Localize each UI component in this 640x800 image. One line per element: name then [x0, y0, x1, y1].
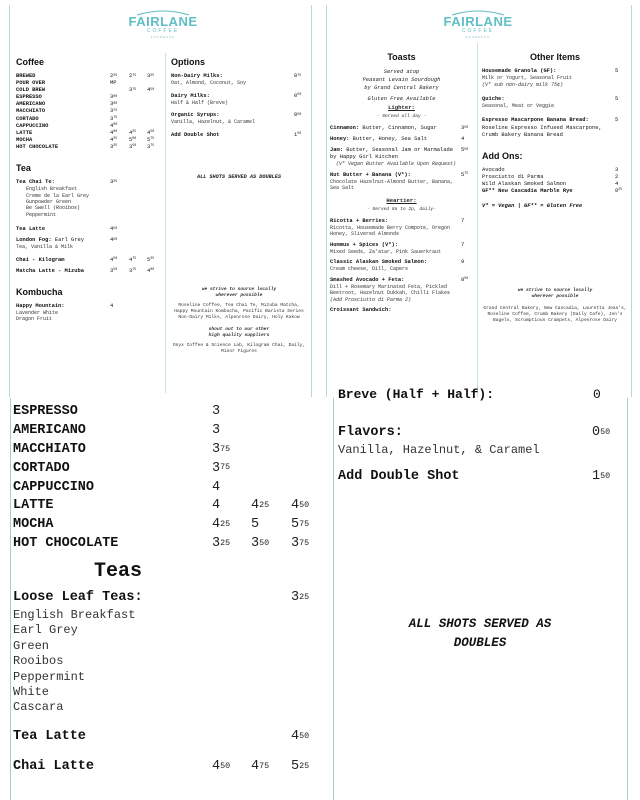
- zoomed-options: [338, 387, 622, 800]
- coffee-item: [16, 80, 162, 87]
- source-list: Roseline Coffee, Tea Chai Te, Mizuba Matcha, Happy Mountain Kombucha, Pacific Barista Series Non-Dairy Milks, Alpenrose Dairy, Holy Kakow: [174, 302, 304, 320]
- logo-tagline: COFFEE: [146, 28, 180, 34]
- item-desc: Milk or Yogurt, Seasonal Fruit: [482, 75, 573, 82]
- item-name: Happy Mountain:: [16, 302, 65, 309]
- other-items-section: [482, 52, 628, 324]
- heartier-note: - Served 8a to 2p, daily-: [367, 206, 436, 212]
- item-desc: Mixed Seeds, Za'atar, Pink Sauerkraut: [330, 248, 442, 255]
- item-name: BREWED: [16, 73, 36, 79]
- item-price-medium: $3^{50}$: [251, 536, 270, 552]
- item-price-small: 4: [212, 479, 221, 495]
- item-name: Espresso Mascarpone Banana Bread:: [482, 117, 589, 124]
- item-desc: Dill + Rosemary Marinated Feta, Pickled Beetroot, Hazelnut Dukkah, Chilli Flakes: [330, 283, 451, 297]
- item-price: $3^{25}$: [110, 179, 118, 186]
- item-name: Classic Alaskan Smoked Salmon:: [330, 259, 428, 266]
- item-desc: Chocolate Hazelnut-Almond Butter, Banana, Sea Salt: [330, 178, 454, 192]
- item-name: MACCHIATO: [13, 441, 86, 457]
- item-name: London Fog:: [16, 237, 52, 244]
- lighter-heading: Lighter:: [388, 104, 415, 111]
- item-price-medium: $3^{75}$: [129, 267, 137, 274]
- toast-jam: [330, 147, 473, 161]
- toasts-section: [330, 52, 473, 314]
- item-name: Add Double Shot: [338, 469, 460, 485]
- item-name: ESPRESSO: [13, 404, 78, 419]
- chai-kilogram-item: [16, 257, 162, 264]
- logo-tagline: COFFEE: [461, 28, 495, 34]
- item-name: MACCHIATO: [16, 108, 46, 115]
- zoom-left-border: [10, 398, 11, 800]
- column-divider: [477, 43, 478, 397]
- item-price: $5^{75}$: [461, 171, 469, 178]
- zoom-coffee-item: [13, 403, 331, 422]
- item-name: HOT CHOCOLATE: [16, 143, 59, 150]
- source-list: Grand Central Bakery, New Cascadia, Lauretta Jean's, Roseline Coffee, Crumb Bakery (Daily Cafe), Jen's Bagels, Scrumptious Crumpets, Alpenrose Dairy: [483, 306, 627, 324]
- shout-line-2: high quality suppliers: [208, 332, 270, 338]
- item-name: Chai Latte: [13, 758, 95, 774]
- item-vegan-note: (V* sub non-dairy milk 75¢): [482, 81, 564, 88]
- toast-croissant: Croissant Sandwich:: [330, 306, 392, 313]
- item-price: $0^{50}$: [592, 425, 611, 440]
- source-line-2: wherever possible: [531, 294, 579, 300]
- item-name: Matcha Latte - Mizuba: [16, 267, 84, 274]
- item-price: $4^{50}$: [110, 237, 118, 244]
- item-price-small: $4^{50}$: [110, 256, 118, 263]
- london-fog-desc: Tea, Vanilla & Milk: [16, 244, 74, 251]
- item-price-large: $4^{00}$: [147, 267, 155, 274]
- option-name: Organic Syrups:: [171, 112, 220, 118]
- item-price: $3^{50}$: [461, 125, 469, 131]
- item-name: GF** New Cascadia Marble Rye: [482, 187, 573, 194]
- zoom-chai-latte-item: [13, 758, 331, 777]
- item-price-small: $3^{50}$: [110, 267, 118, 274]
- tea-latte-item: [16, 226, 162, 233]
- option-name: Add Double Shot: [171, 131, 220, 138]
- doubles-line-2: DOUBLES: [453, 636, 507, 651]
- item-name: CORTADO: [16, 115, 39, 122]
- item-price-large: $4^{50}$: [147, 129, 155, 136]
- item-name: Loose Leaf Teas:: [13, 590, 143, 606]
- item-price-medium: $5^{00}$: [129, 136, 137, 143]
- item-price-medium: $4^{25}$: [129, 129, 137, 136]
- item-price: 4: [461, 136, 465, 143]
- coffee-list: [16, 73, 162, 151]
- tea-variety: Peppermint: [26, 211, 57, 218]
- double-shot-option: [171, 132, 307, 139]
- zoom-tea-variety: Earl Grey: [13, 623, 78, 638]
- item-price-large: $5^{25}$: [147, 256, 155, 263]
- coffee-item: [16, 94, 162, 101]
- item-price-small: $3^{25}$: [212, 536, 231, 552]
- item-price-small: $3^{75}$: [212, 441, 231, 457]
- item-price-small: $4^{25}$: [110, 136, 118, 143]
- kombucha-heading: Kombucha: [16, 286, 63, 297]
- shout-out-note: [171, 327, 307, 339]
- toasts-intro: by Grand Central Bakery: [364, 85, 439, 91]
- heartier-heading: Heartier:: [386, 196, 417, 204]
- tea-chai-list: [16, 186, 162, 218]
- coffee-item: [16, 137, 162, 144]
- item-price-large: $5^{75}$: [147, 136, 155, 143]
- item-name: Smashed Avocado + Feta:: [330, 276, 405, 283]
- item-price-small: $3^{75}$: [212, 460, 231, 476]
- item-addon-note: (Add Prosciutto di Parma 2): [330, 296, 412, 303]
- item-price: 4: [615, 180, 619, 187]
- item-price-small: $3^{75}$: [110, 115, 118, 122]
- item-name: ESPRESSO: [16, 94, 42, 101]
- item-price: 9: [461, 259, 465, 266]
- item-desc: Butter, Seasonal Jam or Marmalade by Happy Girl Kitchen: [330, 147, 453, 161]
- option-price: $0^{50}$: [294, 112, 302, 118]
- coffee-item: [16, 73, 162, 80]
- item-name: LATTE: [16, 129, 33, 136]
- add-on-item: [482, 188, 628, 195]
- source-line-1: we strive to source locally: [517, 288, 593, 294]
- granola-item: [482, 68, 628, 75]
- item-price-small: 3: [212, 404, 221, 419]
- coffee-item: [16, 116, 162, 123]
- coffee-item: [16, 123, 162, 130]
- zoom-tea-variety: White: [13, 685, 50, 700]
- item-name: AMERICANO: [16, 101, 46, 108]
- source-line-1: we strive to source locally: [201, 286, 277, 292]
- item-name: Tea Latte: [13, 728, 86, 744]
- zoom-coffee-item: [13, 479, 331, 498]
- item-name: Ricotta + Berries:: [330, 217, 389, 224]
- matcha-latte-item: [16, 268, 162, 275]
- option-price: $0^{75}$: [294, 73, 302, 79]
- add-ons-heading: Add Ons:: [482, 150, 523, 161]
- logo-subline: ESPRESSO: [150, 35, 176, 39]
- item-price-small: $3^{75}$: [110, 108, 118, 115]
- item-price-medium: $3^{75}$: [129, 87, 137, 94]
- item-price: 5: [615, 117, 619, 124]
- item-price-large: $5^{25}$: [291, 758, 310, 774]
- fairlane-logo: [128, 9, 198, 39]
- item-price-small: MP: [110, 80, 117, 87]
- suppliers-list: Onyx Coffee & Science Lab, Kilogram Chai, Daily, Minor Figures: [172, 342, 306, 354]
- item-price-large: $4^{50}$: [147, 87, 155, 94]
- item-price-large: $4^{50}$: [291, 498, 310, 514]
- coffee-item: [16, 130, 162, 137]
- zoom-tea-variety: Rooibos: [13, 654, 64, 669]
- zoom-coffee-item: [13, 516, 331, 535]
- tea-variety: English Breakfast: [26, 186, 78, 193]
- item-price-medium: $4^{75}$: [129, 256, 137, 263]
- menu-page-left: [9, 5, 312, 397]
- doubles-line-1: ALL SHOTS SERVED AS: [408, 617, 552, 632]
- other-items-heading: Other Items: [529, 52, 580, 62]
- zoom-coffee-item: [13, 535, 331, 554]
- add-on-item: [482, 174, 628, 181]
- item-price-medium: $2^{75}$: [129, 73, 137, 79]
- item-name: Tea Latte: [16, 226, 46, 233]
- item-price-medium: 5: [251, 517, 260, 533]
- item-price-large: $3^{25}$: [147, 73, 155, 79]
- zoom-coffee-list: [13, 403, 331, 554]
- item-price-large: $3^{75}$: [147, 143, 155, 150]
- item-name: Flavors:: [338, 425, 403, 440]
- zoom-coffee-item: [13, 460, 331, 479]
- toasts-intro: Served atop: [383, 69, 420, 75]
- menu-page-right: [326, 5, 632, 397]
- kombucha-flavor: Lavender White: [16, 310, 59, 317]
- diet-legend: V* = Vegan | GF** = Gluten Free: [482, 203, 583, 210]
- toast-hummus: [330, 242, 473, 249]
- coffee-heading: Coffee: [16, 57, 45, 67]
- item-name: Quiche:: [482, 95, 505, 102]
- option-price: $0^{50}$: [294, 92, 302, 99]
- item-price: 4: [110, 302, 114, 309]
- item-name: CAPPUCCINO: [13, 479, 95, 495]
- coffee-item: [16, 108, 162, 115]
- zoom-tea-latte-item: [13, 728, 331, 747]
- tea-variety: Be Swell (Rooibos): [26, 205, 81, 212]
- item-desc: Ricotta, Housemade Berry Compote, Oregon Honey, Slivered Almonds: [330, 224, 451, 238]
- add-on-item: [482, 181, 628, 188]
- item-price-small: $4^{00}$: [110, 122, 118, 129]
- item-name: POUR OVER: [16, 80, 46, 87]
- toast-nut-butter: [330, 172, 473, 179]
- source-note: [482, 288, 628, 300]
- toasts-heading: Toasts: [387, 52, 416, 62]
- item-name: Wild Alaskan Smoked Salmon: [482, 180, 567, 187]
- item-name: Avocado: [482, 166, 505, 173]
- item-name: Nut Butter + Banana (V*):: [330, 171, 411, 178]
- zoom-loose-leaf-list: [13, 608, 331, 716]
- item-price: $4^{50}$: [110, 226, 118, 233]
- column-divider: [165, 53, 166, 393]
- item-price-small: 3: [212, 422, 221, 438]
- zoom-teas-heading: Teas: [93, 560, 142, 584]
- kombucha-item: [16, 303, 162, 310]
- toast-salmon: [330, 259, 473, 266]
- item-name: CORTADO: [13, 460, 70, 476]
- vegan-note: (V* Vegan Butter Available Upon Request): [336, 161, 457, 168]
- toast-ricotta: [330, 218, 473, 225]
- item-desc: Butter, Cinnamon, Sugar: [362, 125, 437, 131]
- london-fog-item: [16, 237, 162, 244]
- zoom-coffee-item: [13, 422, 331, 441]
- item-name: AMERICANO: [13, 422, 86, 438]
- add-on-item: [482, 167, 628, 174]
- option-name: Dairy Milks:: [171, 92, 210, 99]
- kombucha-flavor: Dragon Fruit: [16, 316, 53, 323]
- coffee-item: [16, 101, 162, 108]
- item-price-small: $3^{25}$: [110, 143, 118, 150]
- item-price: 7: [461, 217, 465, 224]
- option-price: $1^{50}$: [294, 131, 302, 138]
- item-price-small: $4^{25}$: [212, 517, 231, 533]
- item-price: 3: [615, 166, 619, 173]
- item-name: HOT CHOCOLATE: [13, 536, 119, 552]
- banana-bread-item: [482, 117, 628, 138]
- gluten-free-note: Gluten Free Available: [367, 96, 436, 102]
- item-price: 0: [593, 387, 601, 402]
- kombucha-flavors: [16, 310, 162, 323]
- fairlane-logo: [443, 9, 513, 39]
- item-price-medium: $4^{75}$: [251, 758, 270, 774]
- item-price-large: $5^{75}$: [291, 517, 310, 533]
- zoom-tea-variety: Peppermint: [13, 669, 86, 684]
- item-price: $5^{50}$: [461, 147, 469, 154]
- lighter-note: - Served all day -: [376, 114, 427, 119]
- logo-subline: ESPRESSO: [465, 35, 491, 39]
- item-name: Hummus + Spices (V*):: [330, 241, 398, 248]
- zoom-flavors-item: [338, 424, 622, 443]
- zoom-coffee-item: [13, 441, 331, 460]
- option-desc: Oat, Almond, Coconut, Soy: [171, 80, 247, 87]
- doubles-note: ALL SHOTS SERVED AS DOUBLES: [196, 173, 282, 180]
- coffee-item: [16, 144, 162, 151]
- item-price: $1^{50}$: [592, 469, 611, 485]
- item-price-small: $3^{00}$: [110, 94, 118, 101]
- zoom-tea-variety: English Breakfast: [13, 608, 136, 623]
- item-name: Jam:: [330, 147, 343, 154]
- zoom-double-shot-item: [338, 468, 622, 487]
- option-desc: Half & Half (Breve): [171, 99, 229, 106]
- zoom-loose-leaf-item: [13, 589, 331, 608]
- options-section: [171, 57, 307, 355]
- zoom-right-border: [627, 398, 628, 800]
- tea-chai-item: [16, 179, 162, 186]
- item-name: Tea Chai Te:: [16, 179, 55, 186]
- item-desc: Cream cheese, Dill, Capers: [330, 266, 409, 273]
- zoom-doubles-note: [338, 615, 622, 653]
- item-name: LATTE: [13, 498, 54, 514]
- tea-variety: Gunpowder Green: [26, 198, 72, 205]
- item-name: Housemade Granola (GF):: [482, 68, 557, 74]
- zoom-breve-item-cut: [338, 387, 622, 408]
- item-price-medium: $3^{50}$: [129, 143, 137, 150]
- zoom-divider: [333, 398, 334, 800]
- item-name: Cinnamon:: [330, 125, 360, 131]
- zoom-tea-variety: Cascara: [13, 700, 64, 715]
- syrups-option: [171, 112, 307, 119]
- item-price-small: $4^{00}$: [110, 129, 118, 136]
- coffee-section: [16, 57, 162, 323]
- zoom-coffee-item: [13, 497, 331, 516]
- logo-wordmark: FAIRLANE: [443, 14, 513, 29]
- toasts-intro: Peasant Levain Sourdough: [362, 77, 441, 83]
- zoom-flavors-desc: Vanilla, Hazelnut, & Caramel: [338, 442, 540, 457]
- source-note: [171, 287, 307, 299]
- quiche-item: [482, 96, 628, 103]
- tea-heading: Tea: [16, 163, 31, 174]
- item-name: Prosciutto di Parma: [482, 173, 544, 180]
- tea-variety: Creme de la Earl Grey: [26, 192, 90, 199]
- item-name: MOCHA: [16, 136, 33, 143]
- logo-wordmark: FAIRLANE: [128, 14, 198, 29]
- item-price: $8^{50}$: [461, 276, 469, 283]
- item-name: Honey:: [330, 136, 350, 143]
- toast-avocado: [330, 277, 473, 284]
- toast-honey: [330, 136, 473, 143]
- item-name: CAPPUCCINO: [16, 122, 49, 129]
- zoom-tea-variety: Green: [13, 638, 50, 653]
- item-price-small: $3^{00}$: [110, 101, 118, 108]
- item-price-small: $4^{50}$: [212, 758, 231, 774]
- item-price: $4^{50}$: [291, 728, 310, 744]
- item-desc: Seasonal, Meat or Veggie: [482, 103, 555, 109]
- item-price-small: 4: [212, 498, 221, 514]
- item-price: $3^{25}$: [291, 590, 310, 606]
- item-price: 5: [615, 68, 619, 74]
- item-price-medium: $4^{25}$: [251, 498, 270, 514]
- option-desc: Vanilla, Hazelnut, & Caramel: [171, 119, 256, 126]
- item-name: Breve (Half + Half):: [338, 387, 495, 402]
- dairy-option: [171, 93, 307, 100]
- item-desc: Butter, Honey, Sea Salt: [352, 136, 428, 143]
- item-price: $0^{25}$: [615, 187, 623, 194]
- item-price: 2: [615, 173, 619, 180]
- options-heading: Options: [171, 57, 205, 67]
- item-desc: Roseline Espresso Infused Mascarpone, Crumb Bakery Banana Bread: [482, 124, 602, 138]
- item-price-large: $3^{75}$: [291, 536, 310, 552]
- toast-cinnamon: [330, 125, 473, 132]
- item-price: 7: [461, 241, 465, 248]
- add-ons-list: [482, 167, 628, 195]
- coffee-item: [16, 87, 162, 94]
- option-name: Non-Dairy Milks:: [171, 73, 223, 79]
- zoomed-coffee-tea: [13, 398, 331, 800]
- source-line-2: wherever possible: [215, 292, 263, 298]
- item-price-small: $2^{25}$: [110, 73, 118, 79]
- item-price: 5: [615, 95, 619, 102]
- item-name: COLD BREW: [16, 87, 46, 94]
- item-name: Chai - Kilogram: [16, 256, 65, 263]
- item-desc: Earl Grey: [54, 237, 84, 244]
- shout-line-1: shout out to our other: [208, 326, 270, 332]
- nondairy-option: [171, 73, 307, 80]
- item-name: MOCHA: [13, 517, 54, 533]
